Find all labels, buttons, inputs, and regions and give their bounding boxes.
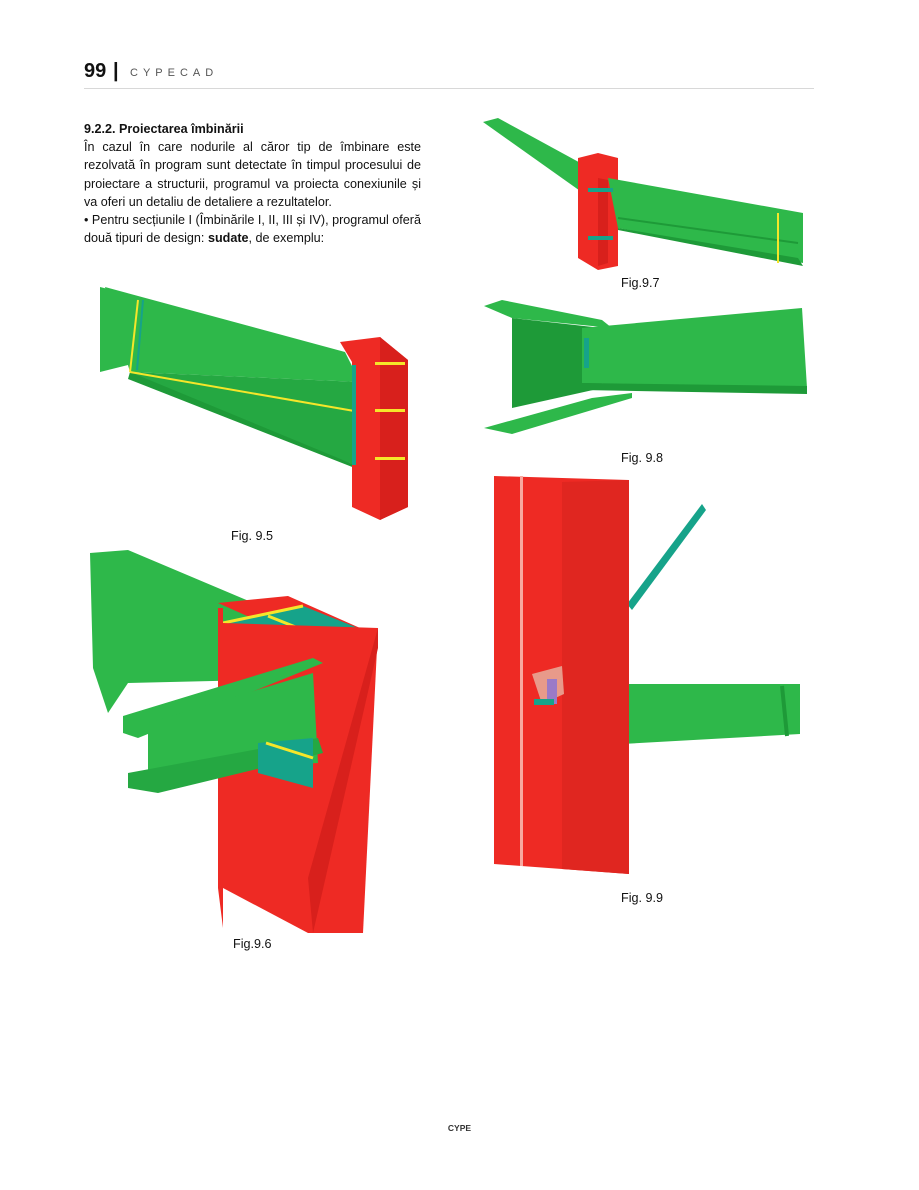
section-bullet: [84, 211, 421, 247]
header-separator: |: [113, 60, 119, 82]
figure-9-8-image: [482, 298, 812, 436]
caption-fig-9-5: Fig. 9.5: [231, 529, 273, 543]
figure-9-7-image: [478, 118, 808, 270]
page-header: [84, 60, 814, 89]
section-heading: 9.2.2. Proiectarea îmbinării: [84, 122, 244, 136]
figure-9-5-image: [90, 282, 420, 522]
caption-fig-9-9: Fig. 9.9: [621, 891, 663, 905]
caption-fig-9-7: Fig.9.7: [621, 276, 660, 290]
bullet-prefix: • Pentru secțiunile I (Îmbinările I, II, III și IV), programul oferă două tipuri de design:: [84, 213, 421, 246]
header-brand: CYPECAD: [130, 67, 219, 79]
section-paragraph: În cazul în care nodurile al căror tip de îmbinare este rezolvată în program sunt detectate în timpul procesului de proiectare a structurii, programul va proiecta conexiunile și va oferi un detaliu de detaliere a rezultatelor.: [84, 140, 421, 209]
bullet-suffix: , de exemplu:: [248, 231, 325, 246]
page-number: 99: [84, 60, 107, 82]
section-text: [84, 120, 421, 247]
caption-fig-9-6: Fig.9.6: [233, 937, 272, 951]
bullet-bold: sudate: [207, 231, 249, 246]
figure-9-6-image: [88, 548, 398, 933]
figure-9-9-image: [492, 474, 804, 874]
page-footer: CYPE: [447, 1123, 472, 1133]
caption-fig-9-8: Fig. 9.8: [621, 451, 663, 465]
